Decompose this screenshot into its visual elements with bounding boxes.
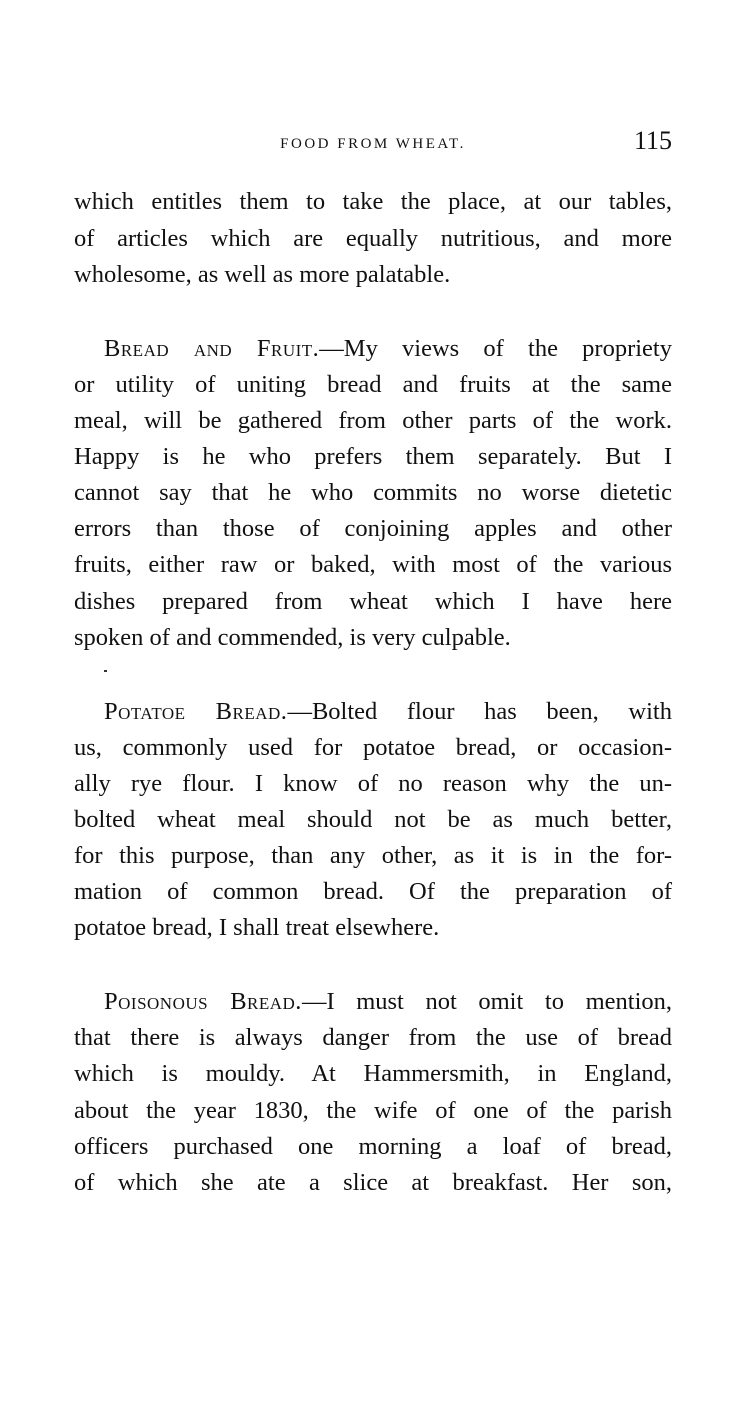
section-heading: Bread and Fruit. [104,335,320,362]
section-heading: Potatoe Bread. [104,698,288,725]
text-line: wholesome, as well as more palatable. [74,261,451,288]
text-line: errors than those of conjoining apples and other [74,515,672,542]
text-line: mation of common bread. Of the preparation of [74,878,672,905]
text-line: spoken of and commended, is very culpable. [74,624,511,651]
text-line: meal, will be gathered from other parts of the work. [74,407,672,434]
text-line: cannot say that he who commits no worse dietetic [74,479,672,506]
section-bread-and-fruit-first-line [104,331,672,367]
text-fragment: —My views of the propriety [319,335,672,362]
text-line: or utility of uniting bread and fruits at the same [74,371,672,398]
running-title: FOOD FROM WHEAT. [280,136,466,152]
text-line: Happy is he who prefers them separately. But I [74,443,672,470]
text-line: about the year 1830, the wife of one of the parish [74,1097,672,1124]
running-header [74,124,672,164]
section-potatoe-bread-first-line [104,694,672,730]
text-fragment: —I must not omit to mention, [301,988,672,1015]
text-line: potatoe bread, I shall treat elsewhere. [74,914,440,941]
section-heading: Poisonous Bread. [104,988,302,1015]
text-line: bolted wheat meal should not be as much better, [74,806,672,833]
text-fragment: —Bolted flour has been, with [287,698,672,725]
text-line: fruits, either raw or baked, with most of the various [74,551,672,578]
text-line: dishes prepared from wheat which I have here [74,588,672,615]
ink-speck [104,670,107,672]
text-line: ally rye flour. I know of no reason why the un- [74,770,672,797]
text-line: of which she ate a slice at breakfast. Her son, [74,1169,672,1196]
text-line: us, commonly used for potatoe bread, or occasion- [74,734,672,761]
text-line: which entitles them to take the place, at our tables, [74,188,672,215]
text-line: of articles which are equally nutritious, and more [74,225,672,252]
text-line: which is mouldy. At Hammersmith, in England, [74,1060,672,1087]
section-poisonous-bread-first-line [104,984,672,1020]
page-number: 115 [633,126,672,155]
text-line: officers purchased one morning a loaf of bread, [74,1133,672,1160]
text-line: that there is always danger from the use of bread [74,1024,672,1051]
text-line: for this purpose, than any other, as it is in the for- [74,842,672,869]
